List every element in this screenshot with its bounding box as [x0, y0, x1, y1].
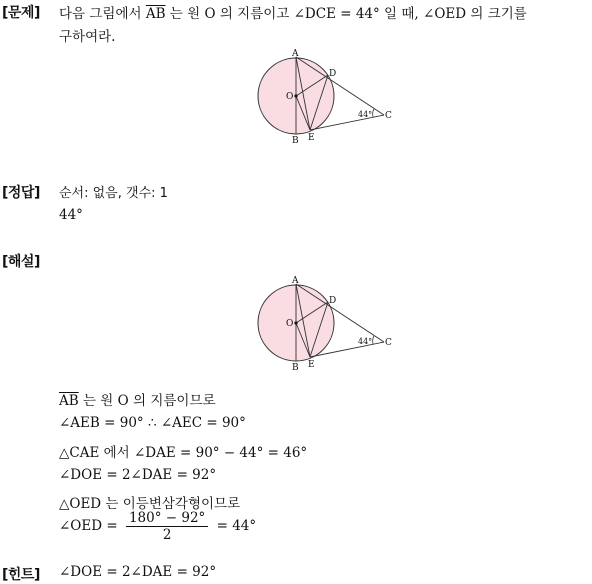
answer-label: [정답] — [2, 185, 40, 201]
solution-line1: $\overline{AB}$ 는 원 O 의 지름이므로 — [59, 393, 216, 409]
label-angle: 44° — [358, 110, 373, 119]
center-point — [294, 94, 297, 97]
hint-text: ∠DOE = 2∠DAE = 92° — [59, 564, 217, 580]
label-o: O — [286, 92, 294, 102]
angle-arc — [373, 109, 374, 117]
solution-line4: ∠DOE = 2∠DAE = 92° — [59, 467, 217, 483]
solution-line3: △CAE 에서 ∠DAE = 90° − 44° = 46° — [59, 445, 308, 461]
center-point — [294, 321, 297, 324]
problem-text-line1: 다음 그림에서 $\overline{AB}$ 는 원 O 의 지름이고 ∠DCE = 44° 일 때, ∠OED 의 크기를 — [59, 6, 527, 22]
label-c: C — [385, 338, 392, 348]
label-angle: 44° — [358, 337, 373, 346]
solution-line2: ∠AEB = 90° ∴ ∠AEC = 90° — [59, 415, 246, 431]
answer-value: 44° — [59, 207, 83, 223]
segment-ab: $\overline{AB}$ — [145, 6, 166, 22]
label-b: B — [292, 136, 299, 146]
problem-figure — [248, 48, 398, 148]
label-b: B — [292, 363, 299, 373]
solution-line5: △OED 는 이등변삼각형이므로 — [59, 496, 241, 512]
label-o: O — [286, 319, 294, 329]
label-d: D — [329, 69, 337, 79]
answer-meta: 순서: 없음, 갯수: 1 — [59, 186, 168, 201]
solution-figure — [248, 275, 398, 375]
hint-label: [힌트] — [2, 567, 40, 583]
label-a: A — [292, 276, 299, 286]
fraction: $\frac{180^\circ - 92^\circ}{2}$ — [126, 510, 208, 543]
label-c: C — [385, 111, 392, 121]
angle-arc — [373, 336, 374, 344]
label-e: E — [308, 360, 315, 370]
problem-text-line2: 구하여라. — [59, 29, 116, 45]
solution-label: [해설] — [2, 254, 40, 270]
problem-label: [문제] — [2, 5, 40, 21]
label-d: D — [329, 296, 337, 306]
solution-line6: ∠OED = $\frac{180^\circ - 92^\circ}{2}$ = 44° — [59, 510, 257, 543]
label-e: E — [308, 133, 315, 143]
label-a: A — [292, 49, 299, 59]
